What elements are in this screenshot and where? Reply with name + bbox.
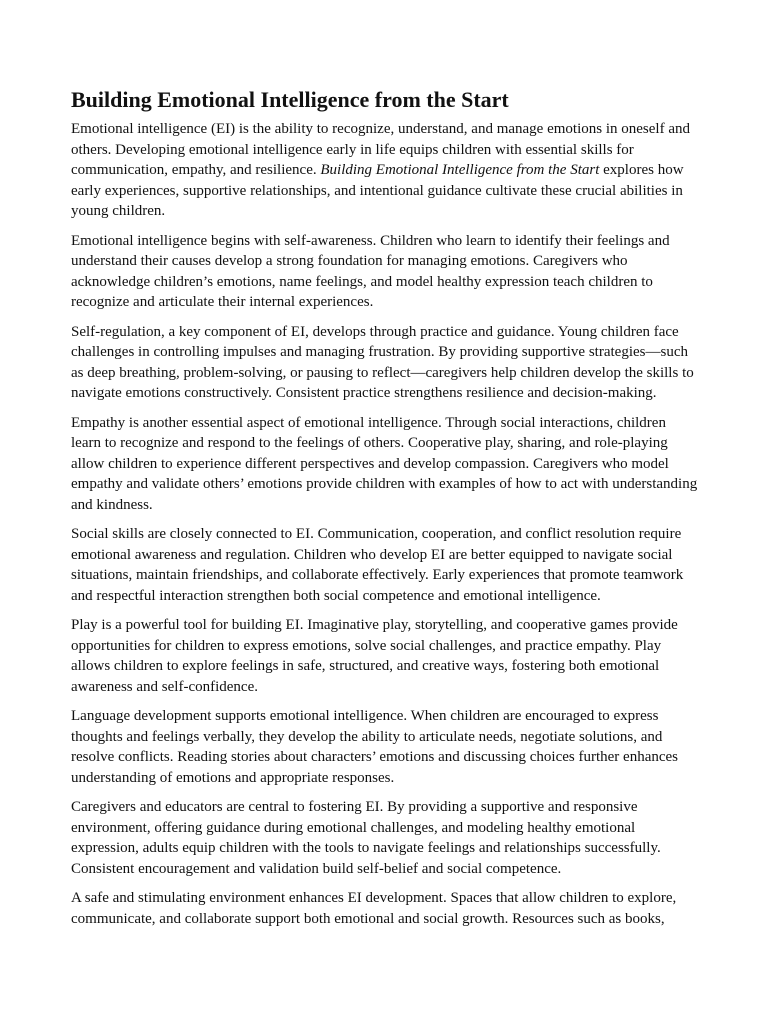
- paragraph-caregivers: Caregivers and educators are central to fostering EI. By providing a supportive and responsive environment, offering guidance during emotional challenges, and modeling healthy emotional expression, adults equip children with the tools to navigate feelings and relationships successfully. Consistent encouragement and validation build self-belief and social competence.: [71, 799, 661, 877]
- paragraph-self-awareness: Emotional intelligence begins with self-awareness. Children who learn to identify their feelings and understand their causes develop a strong foundation for managing emotions. Caregivers who acknowledge children’s emotions, name feelings, and model healthy expression teach children to recognize and articulate their internal experiences.: [71, 232, 670, 310]
- paragraph-social-skills: Social skills are closely connected to EI. Communication, cooperation, and conflict resolution require emotional awareness and regulation. Children who develop EI are better equipped to navigate social situations, maintain friendships, and collaborate effectively. Early experiences that promote teamwork and respectful interaction strengthen both social competence and emotional intelligence.: [71, 526, 684, 604]
- document-page: [71, 86, 699, 938]
- intro-text-end: explores how early experiences, supportive relationships, and intentional guidance cultivate these crucial abilities in young children.: [71, 162, 684, 219]
- paragraph-empathy: Empathy is another essential aspect of emotional intelligence. Through social interactions, children learn to recognize and respond to the feelings of others. Cooperative play, sharing, and role-playing allow children to experience different perspectives and develop compassion. Caregivers who model empathy and validate others’ emotions provide children with examples of how to act with understanding and kindness.: [71, 414, 698, 513]
- paragraph-play: Play is a powerful tool for building EI. Imaginative play, storytelling, and cooperative games provide opportunities for children to express emotions, solve social challenges, and practice empathy. Play allows children to explore feelings in safe, structured, and creative ways, fostering both emotional awareness and self-confidence.: [71, 617, 678, 695]
- document-title: Building Emotional Intelligence from the Start: [71, 87, 509, 112]
- book-title-italic: Building Emotional Intelligence from the Start: [320, 162, 600, 178]
- intro-paragraph: [71, 119, 699, 222]
- paragraph-language: Language development supports emotional intelligence. When children are encouraged to express thoughts and feelings verbally, they develop the ability to articulate needs, negotiate solutions, and resolve conflicts. Reading stories about characters’ emotions and discussing choices further enhances understanding of emotions and appropriate responses.: [71, 708, 679, 786]
- intro-text-start: Emotional intelligence (EI) is the ability to recognize, understand, and manage emotions in oneself and others. Developing emotional intelligence early in life equips children with essential skills for communication, empathy, and resilience.: [71, 121, 690, 178]
- paragraph-environment: A safe and stimulating environment enhances EI development. Spaces that allow children to explore, communicate, and collaborate support both emotional and social growth. Resources such as books,: [71, 890, 677, 927]
- paragraph-self-regulation: Self-regulation, a key component of EI, develops through practice and guidance. Young children face challenges in controlling impulses and managing frustration. By providing supportive strategies—such as deep breathing, problem-solving, or pausing to reflect—caregivers help children develop the skills to navigate emotions constructively. Consistent practice strengthens resilience and decision-making.: [71, 323, 694, 401]
